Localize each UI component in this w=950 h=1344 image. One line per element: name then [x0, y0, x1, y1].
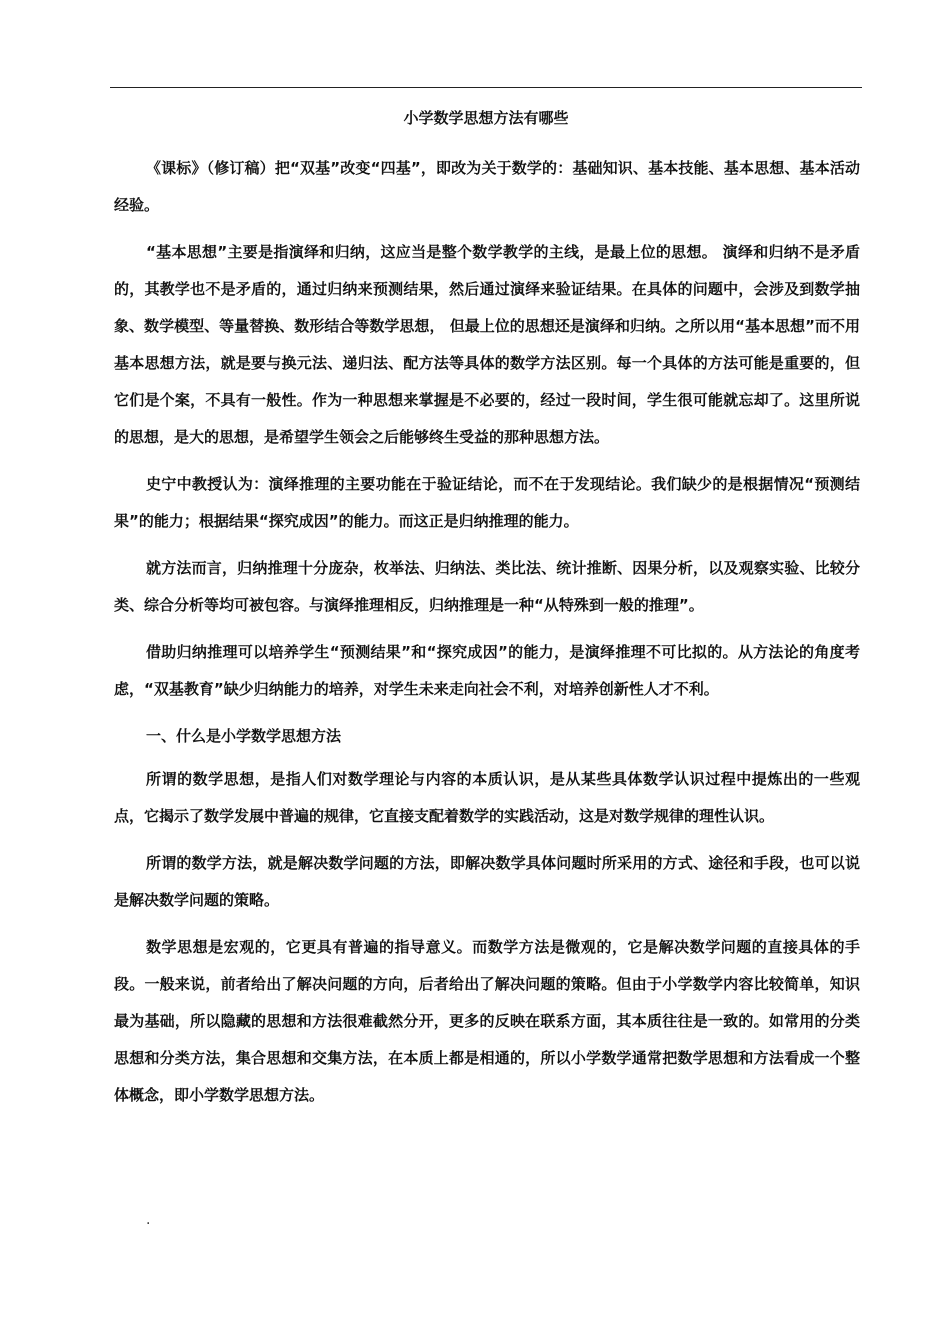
section-heading: 一、什么是小学数学思想方法	[146, 727, 342, 745]
paragraph-method: 就方法而言，归纳推理十分庞杂，枚举法、归纳法、类比法、统计推断、因果分析，以及观察实验、比较分类、综合分析等均可被包容。与演绎推理相反，归纳推理是一种“从特殊到一般的推理”。	[114, 559, 860, 614]
paragraph-four-basics: 《课标》（修订稿）把“双基”改变“四基”，即改为关于数学的：基础知识、基本技能、基本思想、基本活动经验。	[114, 159, 860, 214]
footer-mark: .	[146, 1212, 151, 1228]
document-body	[114, 150, 860, 1124]
paragraph-basic-thought: “基本思想”主要是指演绎和归纳，这应当是整个数学教学的主线，是最上位的思想。 演绎和归纳不是矛盾的，其教学也不是矛盾的，通过归纳来预测结果，然后通过演绎来验证结果。在具体的问题中，会涉及到数学抽象、数学模型、等量替换、数形结合等数学思想， 但最上位的思想还是演绎和归纳。之所以用“基本思想”而不用基本思想方法，就是要与换元法、递归法、配方法等具体的数学方法区别。每一个具体的方法可能是重要的，但它们是个案，不具有一般性。作为一种思想来掌握是不必要的，经过一段时间，学生很可能就忘却了。这里所说的思想，是大的思想，是希望学生领会之后能够终生受益的那种思想方法。	[114, 243, 860, 446]
paragraph-math-method: 所谓的数学方法，就是解决数学问题的方法，即解决数学具体问题时所采用的方式、途径和手段，也可以说是解决数学问题的策略。	[114, 854, 860, 909]
paragraph-professor-view: 史宁中教授认为：演绎推理的主要功能在于验证结论，而不在于发现结论。我们缺少的是根据情况“预测结果”的能力；根据结果“探究成因”的能力。而这正是归纳推理的能力。	[114, 475, 860, 530]
paragraph-inductive-reasoning: 借助归纳推理可以培养学生“预测结果”和“探究成因”的能力，是演绎推理不可比拟的。从方法论的角度考虑，“双基教育”缺少归纳能力的培养，对学生未来走向社会不利，对培养创新性人才不利。	[114, 643, 860, 698]
paragraph-math-thought: 所谓的数学思想，是指人们对数学理论与内容的本质认识，是从某些具体数学认识过程中提炼出的一些观点，它揭示了数学发展中普遍的规律，它直接支配着数学的实践活动，这是对数学规律的理性认识。	[114, 770, 860, 825]
document-title: 小学数学思想方法有哪些	[403, 109, 569, 127]
paragraph-thought-and-method: 数学思想是宏观的，它更具有普遍的指导意义。而数学方法是微观的，它是解决数学问题的直接具体的手段。一般来说，前者给出了解决问题的方向，后者给出了解决问题的策略。但由于小学数学内容比较简单，知识最为基础，所以隐藏的思想和方法很难截然分开，更多的反映在联系方面，其本质往往是一致的。如常用的分类思想和分类方法，集合思想和交集方法，在本质上都是相通的，所以小学数学通常把数学思想和方法看成一个整体概念，即小学数学思想方法。	[114, 938, 860, 1104]
header-rule	[110, 87, 862, 88]
